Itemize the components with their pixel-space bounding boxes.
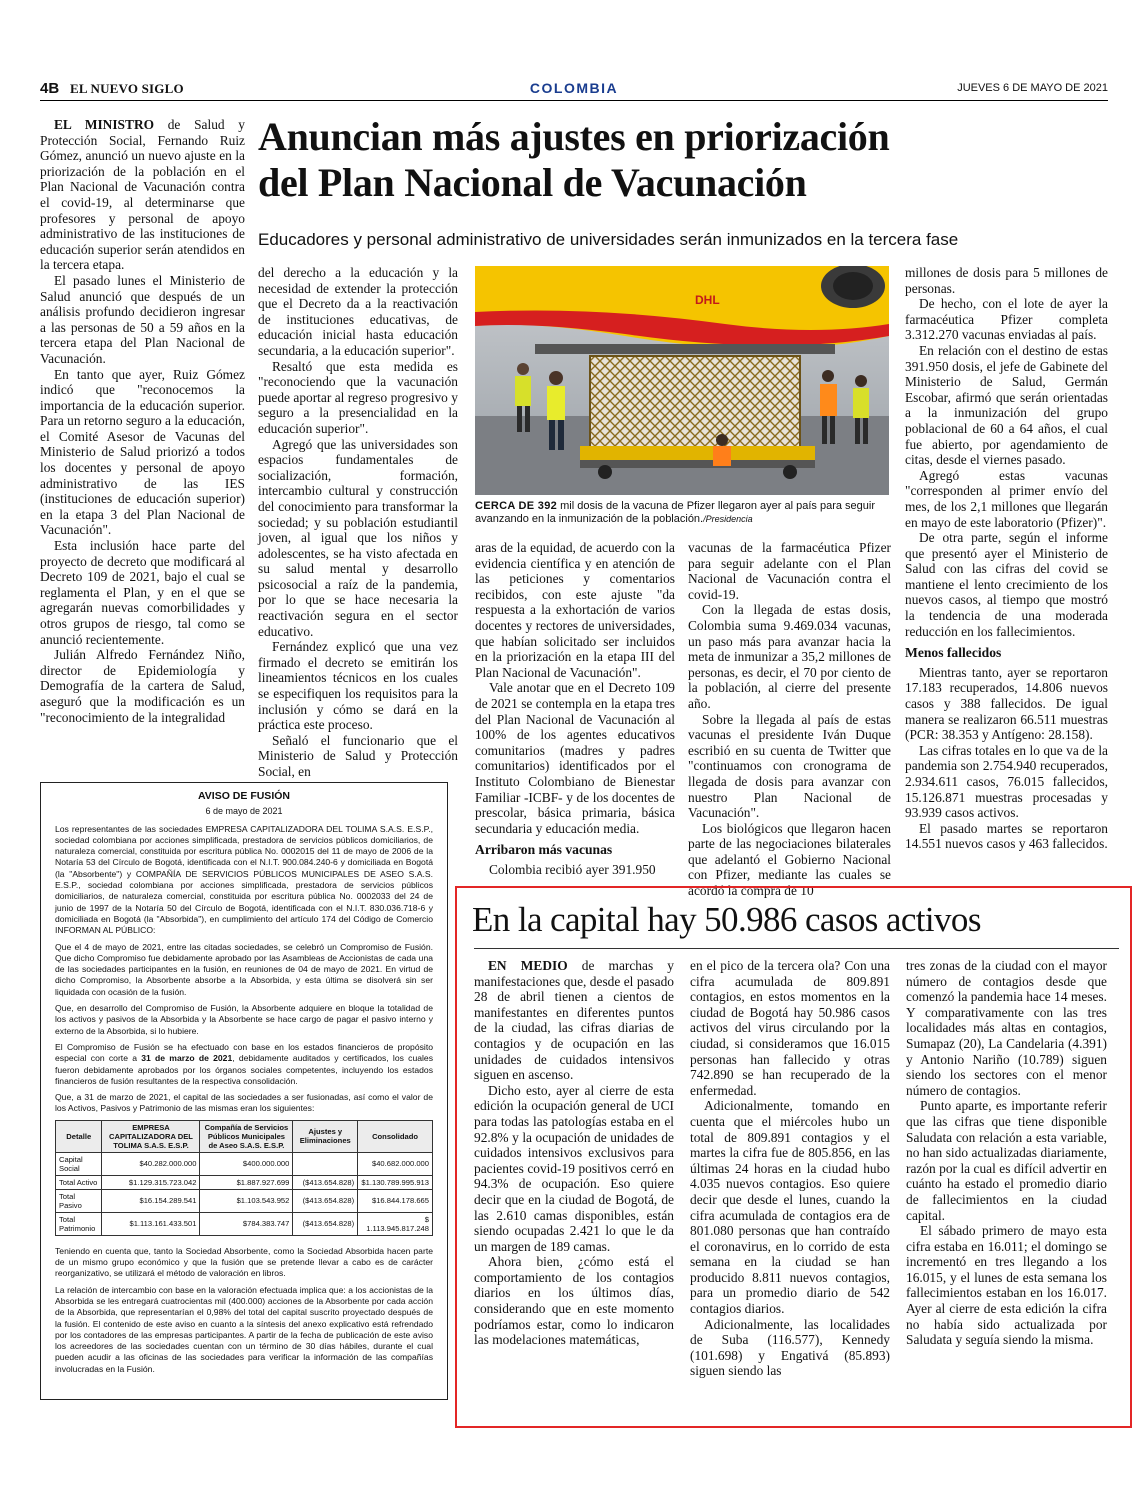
boxed-column-1 [474,958,674,1348]
issue-date: JUEVES 6 DE MAYO DE 2021 [957,82,1108,94]
paragraph: Fernández explicó que una vez firmado el decreto se emitirán los lineamientos técnicos en los cuales se especifiquen los requisitos para la inclusión y cómo se dará en la práctica este proceso. [258,639,458,733]
notice-paragraph: Teniendo en cuenta que, tanto la Sociedad Absorbente, como la Sociedad Absorbida hacen parte de un mismo grupo económico y que la fusión que se pretende llevar a cabo es de carácter reorganizativo, se utilizará el método de valoración en libros. [55,1245,433,1279]
paragraph: El sábado primero de mayo esta cifra estaba en 16.011; el domingo se incrementó en tres llegando a los 16.015, y el lunes de esta semana los fallecimientos estaban en los 16.017. Ayer al cierre de esta edición la cifra no había sido actualizada por Saludata y seguía siendo la misma. [906,1223,1107,1348]
notice-title: AVISO DE FUSIÓN [198,790,290,802]
paragraph: El pasado lunes el Ministerio de Salud anunció que después de un análisis profundo decidieron ingresar a las personas de 50 a 59 años en la tercera etapa del Plan Nacional de Vacunación. [40,272,245,366]
caption-lead: CERCA DE 392 [475,500,558,512]
paragraph: Resaltó que esta medida es "reconociendo que la vacunación puede aportar al regreso progresivo y seguro a la presencialidad en la educación superior". [258,358,458,436]
paragraph: del derecho a la educación y la necesidad de extender la protección que el Decreto da a la reactivación de instituciones educativas, de educación inicial hasta educación secundaria, a la educación superior". [258,265,458,358]
article-column-3 [905,265,1108,852]
paragraph: Las cifras totales en lo que va de la pandemia son 2.754.940 recuperados, 2.934.611 casos, 76.015 fallecidos, 15.126.871 muestras procesadas y 93.939 casos activos. [905,742,1108,821]
headline-line: Anuncian más ajustes en priorización [258,114,890,159]
article-column-1 [40,117,245,725]
table-header: Compañía de Servicios Públicos Municipales de Aseo S.A.S. E.S.P. [200,1120,293,1152]
article-column-4 [475,540,675,877]
table-row: Total Activo $1.129.315.723.042 $1.887.927.699 ($413.654.828) $1.130.789.995.913 [56,1175,433,1189]
newspaper-name: EL NUEVO SIGLO [70,81,184,96]
lead-in: EL MINISTRO [54,117,155,132]
paragraph: Los biológicos que llegaron hacen parte de las negociaciones bilaterales que adelantó el Gobierno Nacional con Pfizer, mediante las cuales se acordó la compra de 10 [688,820,891,899]
photo-caption [475,500,889,526]
notice-paragraph: Que el 4 de mayo de 2021, entre las citadas sociedades, se celebró un Compromiso de Fusión. Que dicho Compromiso fue debidamente aprobado por las Asambleas de Accionistas de cada una de las sociedades participantes en la fusión, en reuniones de 04 de mayo de 2021. En virtud de dicho Compromiso, la Absorbente absorbe a la Absorbida, y esta última se disolverá sin ser liquidada con ocasión de la fusión. [55,941,433,997]
vaccine-shipment-photo [475,266,889,495]
header-rule [40,100,1108,101]
notice-paragraph: La relación de intercambio con base en la valoración efectuada implica que: a los accionistas de la Absorbida se les entregará cuatrocientas mil (400.000) acciones de la Absorbente por cada acción de la Absorbida, que representarían el 0,98% del total del capital suscrito proyectado después de la fusión. El contenido de este aviso en cuanto a la síntesis del anexo explicativo está refrendado por los contadores de las empresas participantes. A partir de la fecha de publicación de este aviso los acreedores de las sociedades cuentan con un término de 30 días hábiles, durante el cual pueden acudir a las oficinas de las sociedades para verificar la información de las compañías involucradas en la Fusión. [55,1284,433,1374]
headline-line: del Plan Nacional de Vacunación [258,160,807,205]
section-title: COLOMBIA [529,80,619,96]
paragraph: de marchas y manifestaciones que, desde el pasado 28 de abril tienen a cientos de manifestantes en diferentes puntos de la ciudad, las cifras diarias de contagios y de ocupación en las unidades de cuidados intensivos siguen en ascenso. [474,958,674,1083]
paragraph: en el pico de la tercera ola? Con una cifra acumulada de 809.891 contagios, en estos momentos en la ciudad de Bogotá hay 50.986 casos activos del virus circulando por la ciudad, si consideramos que 16.015 personas han fallecido y otras 742.890 se han recuperado de la enfermedad. [690,958,890,1098]
airport-cargo-illustration [475,266,889,495]
notice-paragraph: Que, en desarrollo del Compromiso de Fusión, la Absorbente adquiere en bloque la totalidad de los activos y pasivos de la Absorbida y la Absorbente se hace cargo de pagar el pasivo interno y externo de la Absorbida, si lo hubiere. [55,1003,433,1036]
lead-in: EN MEDIO [488,958,568,973]
paragraph: Vale anotar que en el Decreto 109 de 2021 se contempla en la etapa tres del Plan Nacional de Vacunación al 100% de los agentes educativos comunitarios (madres y padres comunitarios) identificados por el Instituto Colombiano de Bienestar Familiar -ICBF- y de los docentes de prescolar, básica primaria, básica secundaria y educación media. [475,680,675,836]
table-row: Total Pasivo $16.154.289.541 $1.103.543.952 ($413.654.828) $16.844.178.665 [56,1189,433,1212]
financial-table [55,1120,433,1236]
notice-paragraph: El Compromiso de Fusión se ha efectuado con base en los estados financieros de propósito especial con corte a 31 de marzo de 2021, debidamente auditados y certificados, los cuales fueron debidamente aprobados por los órganos sociales competentes, incluyendo los estados financieros de fusión resultantes de la respectiva consolidación. [55,1041,433,1086]
table-header: Ajustes y Eliminaciones [293,1120,358,1152]
paragraph: En relación con el destino de estas 391.950 dosis, el jefe de Gabinete del Ministerio de Salud, Germán Escobar, afirmó que serán orientadas a la inmunización del grupo poblacional de 60 a 64 años, el cual fue abierto, por agendamiento de citas, desde el viernes pasado. [905,342,1108,468]
paragraph: aras de la equidad, de acuerdo con la evidencia científica y en atención de las peticiones y comentarios recibidos, con este ajuste "da respuesta a la exhortación de varios docentes y rectores de universidades, que habían solicitado ser incluidos en la priorización en la etapa III del Plan Nacional de Vacunación". [475,540,675,680]
paragraph: Adicionalmente, las localidades de Suba (116.577), Kennedy (101.698) y Engativá (85.893) siguen siendo las [690,1316,890,1379]
table-header: Consolidado [358,1120,433,1152]
paragraph: Esta inclusión hace parte del proyecto de decreto que modificará al Decreto 109 de 2021, bajo el cual se reglamenta el Plan, y en el que se agregarán nuevas comorbilidades y otros grupos de riesgo, tal como se anunció recientemente. [40,538,245,647]
section-subtitle: Arribaron más vacunas [475,842,613,858]
boxed-column-2 [690,958,890,1379]
notice-paragraph: Los representantes de las sociedades EMPRESA CAPITALIZADORA DEL TOLIMA S.A.S. E.S.P., sociedad colombiana por acciones simplificada, prestadora de servicios públicos domiciliarios, de naturaleza comercial, constituida por escritura pública No. 0002015 del 11 de mayo de 2006 de la Notaría 53 del Círculo de Bogotá, identificada con el N.I.T. 900.084.240-6 y domiciliada en Bogotá (la "Absorbente") y COMPAÑÍA DE SERVICIOS PÚBLICOS MUNICIPALES DE ASEO S.A.S. E.S.P., sociedad colombiana por acciones simplificada, prestadora de servicios públicos domiciliarios, de naturaleza comercial, constituida por escritura pública No. 0002033 del 24 de junio de 1997 de la Notaría 50 del Círculo de Bogotá, identificada con el N.I.T. 830.036.718-6 y domiciliada en Bogotá (la "Absorbida"), en cumplimiento del artículo 174 del Código de Comercio INFORMAN AL PÚBLICO: [55,823,433,936]
title-rule [474,948,1119,949]
paragraph: tres zonas de la ciudad con el mayor número de contagios desde que comenzó la pandemia hace 14 meses. Y comparativamente con las tres localidades más altas en contagios, Sumapaz (20), La Candelaria (4.391) y Antonio Nariño (10.789) siguen siendo los sectores con el menor número de contagios. [906,958,1107,1098]
paragraph: millones de dosis para 5 millones de personas. [905,265,1108,296]
table-header: EMPRESA CAPITALIZADORA DEL TOLIMA S.A.S. E.S.P. [102,1120,200,1152]
table-row: Total Patrimonio $1.113.161.433.501 $784.383.747 ($413.654.828) $ 1.113.945.817.248 [56,1212,433,1235]
table-row: Capital Social $40.282.000.000 $400.000.000 $40.682.000.000 [56,1152,433,1175]
paragraph: En tanto que ayer, Ruiz Gómez indicó que "reconocemos la importancia de la educación superior. Para un retorno seguro a la educación, el Comité Asesor de Vacunas del Ministerio de Salud priorizó a todos los docentes y personal de apoyo administrativo de las IES (instituciones de educación superior) en la etapa 3 del Plan Nacional de Vacunación". [40,366,245,538]
paragraph: Agregó que las universidades son espacios fundamentales de socialización, formación, intercambio cultural y construcción del conocimiento para transformar la sociedad; y su población estudiantil joven, al igual que los niños y adolescentes, se ha visto afectada en su salud mental y desarrollo psicosocial a raíz de la pandemia, por lo que se hace necesaria la reactivación segura en el sector educativo. [258,436,458,639]
svg-text:DHL: DHL [695,293,720,307]
paragraph: Señaló el funcionario que el Ministerio de Salud y Protección Social, en [258,732,458,779]
paragraph: Agregó estas vacunas "corresponden al primer envío del mes, de los 2,1 millones que llegarán en mayo de este laboratorio (Pfizer)". [905,467,1108,530]
paragraph: Ahora bien, ¿cómo está el comportamiento de los contagios diarios en los últimos días, considerando que en este momento podríamos estar, como lo indicaron las modelaciones matemáticas, [474,1254,674,1348]
merger-notice [40,782,448,1400]
subheadline: Educadores y personal administrativo de universidades serán inmunizados en la tercera fase [258,230,959,249]
caption-text: mil dosis de la vacuna de Pfizer llegaron ayer al país para seguir avanzando en la inmunización de la población. [475,500,876,525]
photo-credit: /Presidencia [703,514,753,524]
headline [258,114,1118,206]
paragraph: Sobre la llegada al país de estas vacunas el presidente Iván Duque escribió en su cuenta de Twitter que "continuamos con cronograma de llegada de dosis para avanzar con nuestro Plan Nacional de Vacunación". [688,711,891,821]
paragraph: Julián Alfredo Fernández Niño, director de Epidemiología y Demografía de la cartera de Salud, aseguró que la modificación es un "reconocimiento de la integralidad [40,647,245,725]
boxed-column-3 [906,958,1107,1348]
notice-paragraph: Que, a 31 de marzo de 2021, el capital de las sociedades a ser fusionadas, así como el valor de los Activos, Pasivos y Patrimonio de las mismas eran los siguientes: [55,1092,433,1114]
paragraph: El pasado martes se reportaron 14.551 nuevos casos y 463 fallecidos. [905,820,1108,852]
paragraph: De hecho, con el lote de ayer la farmacéutica Pfizer completa 3.312.270 vacunas enviadas al país. [905,296,1108,343]
notice-date: 6 de mayo de 2021 [205,806,283,817]
paragraph: Adicionalmente, tomando en cuenta que el miércoles hubo un total de 809.891 contagios y el martes la cifra fue de 805.856, en las últimas 24 horas en la ciudad hubo 4.035 nuevos contagios. Eso quiere decir que desde el lunes, cuando la cifra acumulada de contagios era de 801.080 personas que han contraído el coronavirus, en lo corrido de esta semana en la ciudad se han producido 8.811 nuevos contagios, para un promedio diario de 542 contagios diarios. [690,1098,890,1317]
table-header: Detalle [56,1120,102,1152]
section-subtitle: Menos fallecidos [905,645,1002,661]
paragraph: Colombia recibió ayer 391.950 [489,861,656,877]
article-column-2 [258,265,458,780]
paragraph: De otra parte, según el informe que presentó ayer el Ministerio de Salud con las cifras del covid se mantiene el lento crecimiento de los nuevos casos, al tiempo que mostró la tendencia de una moderada reducción en los fallecimientos. [905,530,1108,639]
boxed-article-title: En la capital hay 50.986 casos activos [472,900,981,939]
page-number: 4B [40,80,60,97]
article-column-5 [688,540,891,899]
paragraph: Punto aparte, es importante referir que las cifras que tiene disponible Saludata con relación a esta variable, no han sido actualizadas diariamente, razón por la cual es difícil advertir en cuánto ha estado el promedio diario de fallecimientos en la ciudad capital. [906,1098,1107,1223]
paragraph: vacunas de la farmacéutica Pfizer para seguir adelante con el Plan Nacional de Vacunación contra el covid-19. [688,540,891,602]
paragraph: de Salud y Protección Social, Fernando Ruiz Gómez, anunció un nuevo ajuste en la priorización de la población en el Plan Nacional de Vacunación contra el covid-19, al determinarse que profesores y personal de apoyo administrativo de las instituciones de educación superior serán atendidos en la tercera etapa. [40,117,245,273]
paragraph: Dicho esto, ayer al cierre de esta edición la ocupación general de UCI para todas las patologías estaba en el 92.8% y la ocupación de unidades de cuidados intensivos exclusivos para pacientes covid-19 positivos cerró en 94.3% de ocupación. Eso quiere decir que en la ciudad de Bogotá, de las 2.610 camas disponibles, están siendo ocupadas 2.421 lo que le da un margen de 189 camas. [474,1082,674,1254]
paragraph: Mientras tanto, ayer se reportaron 17.183 recuperados, 14.806 nuevos casos y 388 fallecidos. De igual manera se realizaron 66.511 muestras (PCR: 38.353 y Antígeno: 28.158). [905,664,1108,743]
paragraph: Con la llegada de estas dosis, Colombia suma 9.469.034 vacunas, un paso más para avanzar hacia la meta de inmunizar a 35,2 millones de personas, es decir, el 70 por ciento de la población, al cierre del presente año. [688,602,891,711]
